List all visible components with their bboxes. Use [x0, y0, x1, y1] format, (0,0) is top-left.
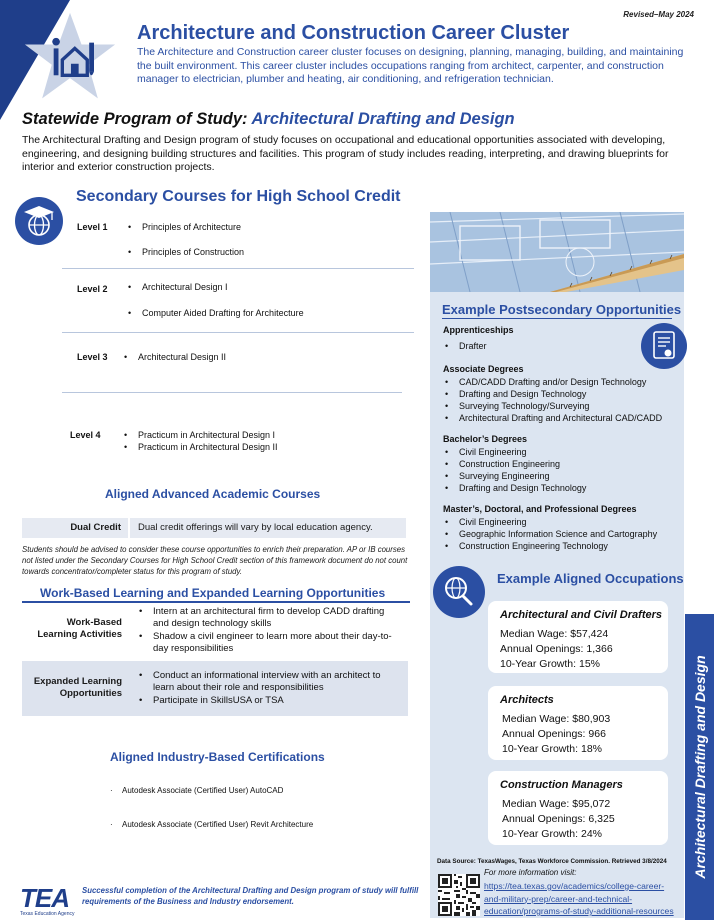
wbl-item: • Conduct an informational interview with an architect to learn about their role and responsibilities — [153, 670, 398, 694]
level-3-label: Level 3 — [77, 352, 108, 362]
course-item: • Architectural Design II — [138, 352, 226, 362]
wbl-row — [22, 604, 408, 658]
occupation-wage: Median Wage: $80,903 — [502, 713, 611, 725]
wbl-item: • Intern at an architectural firm to develop CADD drafting and design technology skills — [153, 606, 398, 630]
degree-item: • Surveying Technology/Surveying — [459, 401, 589, 411]
graduation-globe-icon — [14, 196, 64, 246]
qr-code-icon[interactable] — [438, 874, 480, 916]
occupation-growth: 10-Year Growth: 15% — [500, 658, 601, 670]
degree-group-head: Associate Degrees — [443, 364, 524, 374]
wbl-item: • Shadow a civil engineer to learn more about their day-to-day responsibilities — [153, 631, 398, 655]
advanced-note: Students should be advised to consider these course opportunities to enrich their preparation. AP or IB courses not listed under the Secondary Courses for High School Credit section of this framework document do not count towards concentrator/completer status for this program of study. — [22, 545, 408, 576]
occupation-card — [488, 771, 668, 845]
divider — [62, 268, 414, 269]
occupation-growth: 10-Year Growth: 18% — [502, 743, 603, 755]
course-item: • Practicum in Architectural Design I — [138, 430, 275, 440]
degree-item: • Geographic Information Science and Cartography — [459, 529, 657, 539]
blueprint-image — [430, 212, 684, 292]
course-item: • Principles of Construction — [142, 247, 244, 257]
occupation-openings: Annual Openings: 966 — [502, 728, 606, 740]
cluster-star-icon — [22, 10, 118, 106]
advanced-courses-title: Aligned Advanced Academic Courses — [105, 487, 321, 501]
wbl-row-label-line: Expanded Learning — [33, 676, 122, 687]
dual-credit-text: Dual credit offerings will vary by local education agency. — [138, 522, 373, 533]
degree-item: • CAD/CADD Drafting and/or Design Technology — [459, 377, 646, 387]
occupation-name: Architectural and Civil Drafters — [500, 609, 662, 621]
divider — [62, 392, 402, 393]
occupation-card — [488, 601, 668, 673]
occupation-openings: Annual Openings: 1,366 — [500, 643, 613, 655]
more-info-link[interactable] — [484, 880, 684, 918]
endorsement-note: Successful completion of the Architectural Drafting and Design program of study will fulfill requirements of the Business and Industry endorsement. — [82, 886, 419, 906]
wbl-rule — [22, 601, 410, 603]
degree-item: • Construction Engineering — [459, 459, 560, 469]
program-title-prefix: Statewide Program of Study: — [22, 110, 252, 128]
bullet: · — [110, 786, 113, 795]
degree-item: • Drafting and Design Technology — [459, 389, 586, 399]
wbl-row-label-line: Opportunities — [59, 688, 122, 699]
level-2-label: Level 2 — [77, 284, 108, 294]
level-4-label: Level 4 — [70, 430, 101, 440]
occupation-wage: Median Wage: $95,072 — [502, 798, 611, 810]
degree-item: • Drafter — [459, 341, 487, 351]
occupation-openings: Annual Openings: 6,325 — [502, 813, 615, 825]
occupation-wage: Median Wage: $57,424 — [500, 628, 609, 640]
wbl-row-label — [22, 617, 122, 641]
occupation-name: Architects — [500, 694, 554, 706]
degree-item: • Civil Engineering — [459, 517, 527, 527]
occupation-growth: 10-Year Growth: 24% — [502, 828, 603, 840]
degree-item: • Drafting and Design Technology — [459, 483, 586, 493]
search-globe-icon — [432, 565, 486, 619]
course-item: • Architectural Design I — [142, 282, 228, 292]
dual-credit-divider — [128, 518, 130, 538]
more-info-link-line[interactable]: education/programs-of-study-additional-resources — [484, 906, 674, 916]
postsecondary-rule — [442, 318, 672, 319]
tea-logo — [20, 885, 74, 917]
occupation-name: Construction Managers — [500, 779, 623, 791]
degree-item: • Architectural Drafting and Architectural CAD/CADD — [459, 413, 662, 423]
tea-logo-subtitle: Texas Education Agency — [20, 911, 75, 917]
revised-date: Revised–May 2024 — [623, 10, 694, 19]
degree-group-head: Master’s, Doctoral, and Professional Degrees — [443, 504, 637, 514]
degree-group-head: Bachelor’s Degrees — [443, 434, 528, 444]
course-item: • Computer Aided Drafting for Architecture — [142, 308, 304, 318]
cert-item: Autodesk Associate (Certified User) AutoCAD — [122, 786, 284, 795]
degree-item: • Surveying Engineering — [459, 471, 550, 481]
occupations-title: Example Aligned Occupations — [497, 571, 684, 586]
program-title-name: Architectural Drafting and Design — [251, 110, 515, 128]
course-item: • Practicum in Architectural Design II — [138, 442, 278, 452]
degree-item: • Construction Engineering Technology — [459, 541, 608, 551]
program-title — [22, 110, 515, 129]
cluster-title: Architecture and Construction Career Cluster — [137, 22, 570, 44]
certifications-title: Aligned Industry-Based Certifications — [110, 750, 325, 764]
tea-logo-letters: TEA — [20, 883, 69, 913]
dual-credit-label: Dual Credit — [70, 522, 121, 533]
data-source: Data Source: TexasWages, Texas Workforce Commission. Retrieved 3/8/2024 — [437, 858, 667, 865]
side-band-text: Architectural Drafting and Design — [691, 655, 708, 879]
wbl-title: Work-Based Learning and Expanded Learning Opportunities — [40, 586, 386, 600]
secondary-courses-title: Secondary Courses for High School Credit — [76, 188, 401, 205]
wbl-row-label-line: Learning Activities — [37, 629, 122, 640]
wbl-item: • Participate in SkillsUSA or TSA — [153, 695, 398, 707]
bullet: · — [110, 820, 113, 829]
degree-item: • Civil Engineering — [459, 447, 527, 457]
occupation-card — [488, 686, 668, 760]
cluster-description: The Architecture and Construction career cluster focuses on designing, planning, managing, building, and maintaining the built environment. This career cluster includes occupations ranging from architect, carpenter, and construction manager to electrician, plumber and heating, air conditioning, and refrigeration technician. — [137, 46, 684, 85]
cert-item: Autodesk Associate (Certified User) Revit Architecture — [122, 820, 314, 829]
program-description: The Architectural Drafting and Design program of study focuses on occupational and educational opportunities associated with developing, engineering, and designing building structures and facilities. This program of study includes reading, interpreting, and drawing blueprints for interior and exterior construction projects. — [22, 134, 669, 173]
wbl-row-label-line: Work-Based — [66, 617, 122, 628]
level-1-label: Level 1 — [77, 222, 108, 232]
side-band-text-wrap — [685, 614, 714, 920]
wbl-row-label — [22, 676, 122, 700]
more-info-label: For more information visit: — [484, 868, 577, 877]
course-item: • Principles of Architecture — [142, 222, 241, 232]
diploma-icon — [640, 322, 688, 370]
postsecondary-title: Example Postsecondary Opportunities — [442, 302, 682, 317]
wbl-row — [22, 661, 408, 716]
more-info-link-line[interactable]: https://tea.texas.gov/academics/college-career- — [484, 881, 665, 891]
divider — [62, 332, 414, 333]
degree-group-head: Apprenticeships — [443, 325, 514, 335]
more-info-link-line[interactable]: and-military-prep/career-and-technical- — [484, 893, 633, 904]
